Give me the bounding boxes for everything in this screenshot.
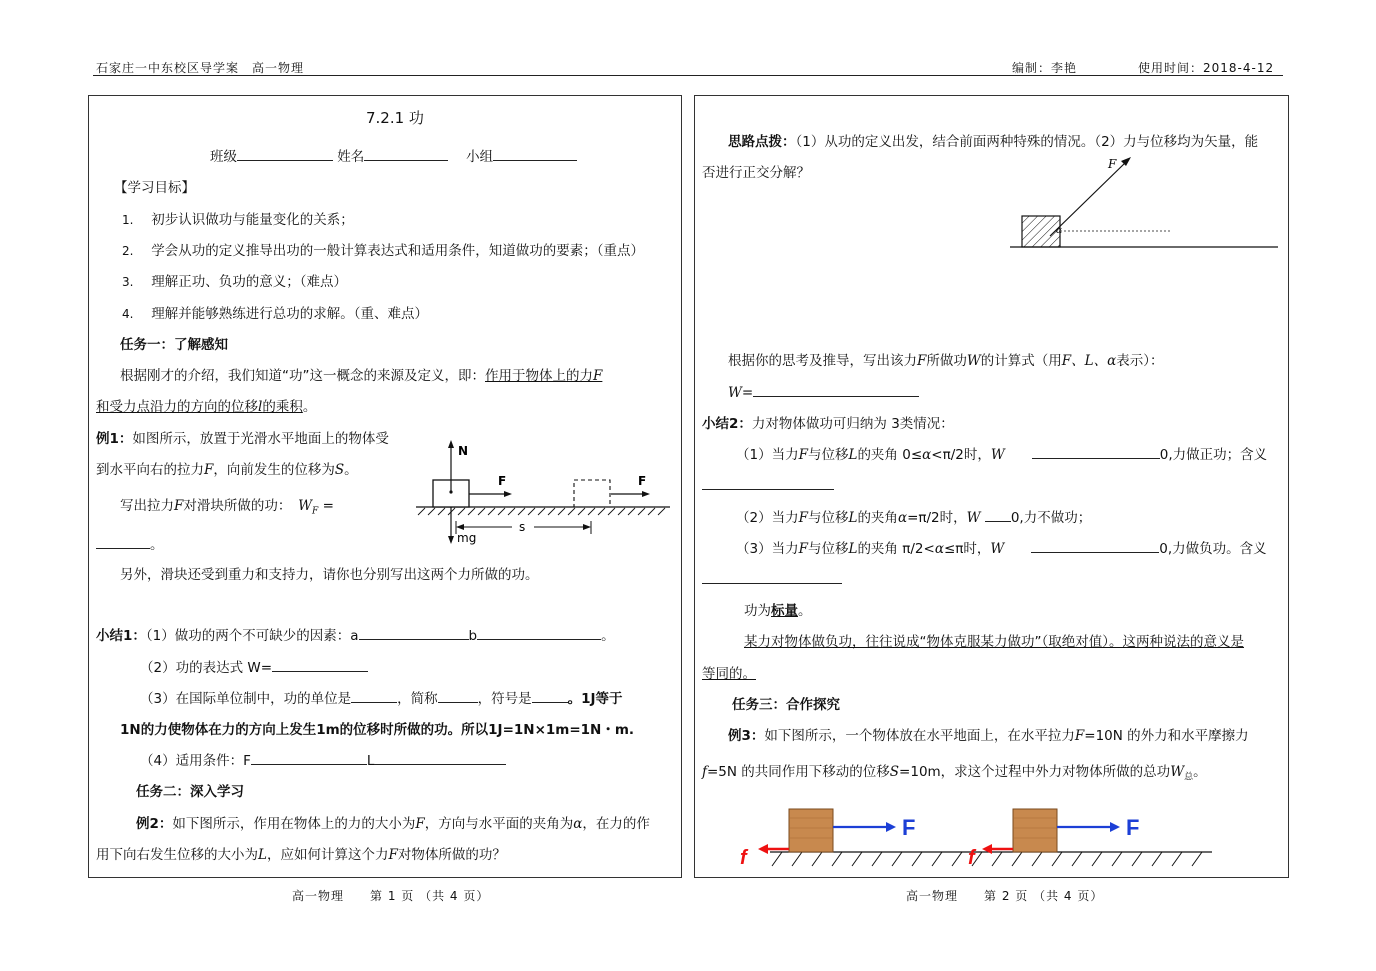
goals-heading: 【学习目标】 <box>114 180 195 196</box>
student-info-line: 班级 姓名 小组 <box>210 148 577 166</box>
page-title: 7.2.1 功 <box>366 109 424 127</box>
header-rule <box>93 75 1283 76</box>
goal-item: 3. 理解正功、负功的意义；（难点） <box>122 274 347 290</box>
case-3: （3）当力F与位移L的夹角 π/2<α≤π时，W 0,力做负功。含义 <box>736 541 1267 557</box>
intro-line-1: 根据刚才的介绍，我们知道“功”这一概念的来源及定义，即：作用于物体上的力F <box>120 368 603 384</box>
example-3-line-1: 例3：如下图所示，一个物体放在水平地面上，在水平拉力F=10N 的外力和水平摩擦力 <box>728 728 1249 744</box>
task-1-heading: 任务一：了解感知 <box>120 337 228 353</box>
figure-blocks-friction <box>736 806 1218 870</box>
summary-1-item-3: （3）在国际单位制中，功的单位是 ，简称 ，符号是 。1J等于 <box>140 691 623 707</box>
label-F-block-2: F <box>1126 815 1140 840</box>
other-forces-text: 另外，滑块还受到重力和支持力，请你也分别写出这两个力所做的功。 <box>120 567 539 583</box>
label-F-1: F <box>498 474 507 488</box>
page-2-footer: 高一物理 第 2 页 （共 4 页） <box>906 889 1104 903</box>
negative-work-line-2: 等同的。 <box>702 666 756 682</box>
header-author: 编制：李艳 <box>1012 61 1078 75</box>
negative-work-line-1: 某力对物体做负功，往往说成“物体克服某力做功”（取绝对值）。这两种说法的意义是 <box>744 634 1244 650</box>
example-2-line-1: 例2：如下图所示，作用在物体上的力的大小为F，方向与水平面的夹角为α，在力的作 <box>136 816 650 832</box>
case-1-meaning-blank <box>702 477 834 495</box>
header-school: 石家庄一中东校区导学案 高一物理 <box>96 61 305 75</box>
header-date: 使用时间：2018-4-12 <box>1138 61 1275 75</box>
figure-block-pulled <box>412 438 674 548</box>
task-2-heading: 任务二：深入学习 <box>136 784 244 800</box>
label-f-block-1: f <box>740 847 747 869</box>
summary-1-joule-def: 1N的力使物体在力的方向上发生1m的位移时所做的功。所以1J=1N×1m=1N・m. <box>120 722 635 738</box>
example-1-line-2: 到水平向右的拉力F，向前发生的位移为S。 <box>96 462 358 478</box>
example-1-question: 写出拉力F对滑块所做的功： $W_F$ = <box>120 498 334 517</box>
case-1: （1）当力F与位移L的夹角 0≤α<π/2时，W 0,力做正功；含义 <box>736 447 1268 463</box>
label-f-block-2: f <box>968 847 975 869</box>
label-N: N <box>458 444 469 458</box>
label-F-2: F <box>638 474 647 488</box>
figure-angled-force <box>1008 152 1280 252</box>
scalar-note: 功为标量。 <box>744 603 812 619</box>
case-3-meaning-blank <box>702 571 842 589</box>
case-2: （2）当力F与位移L的夹角α=π/2时，W 0,力不做功； <box>736 510 1092 526</box>
label-mg: mg <box>457 531 477 545</box>
goal-item: 1. 初步认识做功与能量变化的关系； <box>122 212 354 228</box>
label-F: F <box>1108 157 1117 171</box>
label-s: s <box>519 520 526 534</box>
example-1-answer-blank: 。 <box>96 536 164 554</box>
hint-line-1: 思路点拨：（1）从功的定义出发，结合前面两种特殊的情况。（2）力与位移均为矢量，能 <box>728 134 1259 150</box>
goal-item: 2. 学会从功的定义推导出功的一般计算表达式和适用条件，知道做功的要素；（重点） <box>122 243 644 259</box>
task-3-heading: 任务三：合作探究 <box>732 697 840 713</box>
summary-1-item-4: （4）适用条件：F L <box>140 752 506 770</box>
example-1-line-1: 例1：如图所示，放置于光滑水平地面上的物体受 <box>96 431 389 447</box>
derive-text: 根据你的思考及推导，写出该力F所做功W的计算式（用F、L、α表示）： <box>728 353 1164 369</box>
summary-1-item-1: 小结1：（1）做功的两个不可缺少的因素：a b 。 <box>96 628 615 644</box>
example-3-line-2: f=5N 的共同作用下移动的位移S=10m，求这个过程中外力对物体所做的总功$W_总$。 <box>702 764 1207 783</box>
page-1-footer: 高一物理 第 1 页 （共 4 页） <box>292 889 490 903</box>
goal-item: 4. 理解并能够熟练进行总功的求解。（重、难点） <box>122 306 428 322</box>
intro-line-2: 和受力点沿力的方向的位移l的乘积。 <box>96 399 317 415</box>
summary-2: 小结2：力对物体做功可归纳为 3类情况： <box>702 416 954 432</box>
label-alpha: α <box>1056 226 1063 236</box>
label-F-block-1: F <box>902 815 916 840</box>
work-formula-blank: W= <box>728 384 919 402</box>
example-2-line-2: 用下向右发生位移的大小为L，应如何计算这个力F对物体所做的功？ <box>96 847 506 863</box>
summary-1-item-2: （2）功的表达式 W= <box>140 659 368 677</box>
hint-line-2: 否进行正交分解？ <box>702 165 810 181</box>
